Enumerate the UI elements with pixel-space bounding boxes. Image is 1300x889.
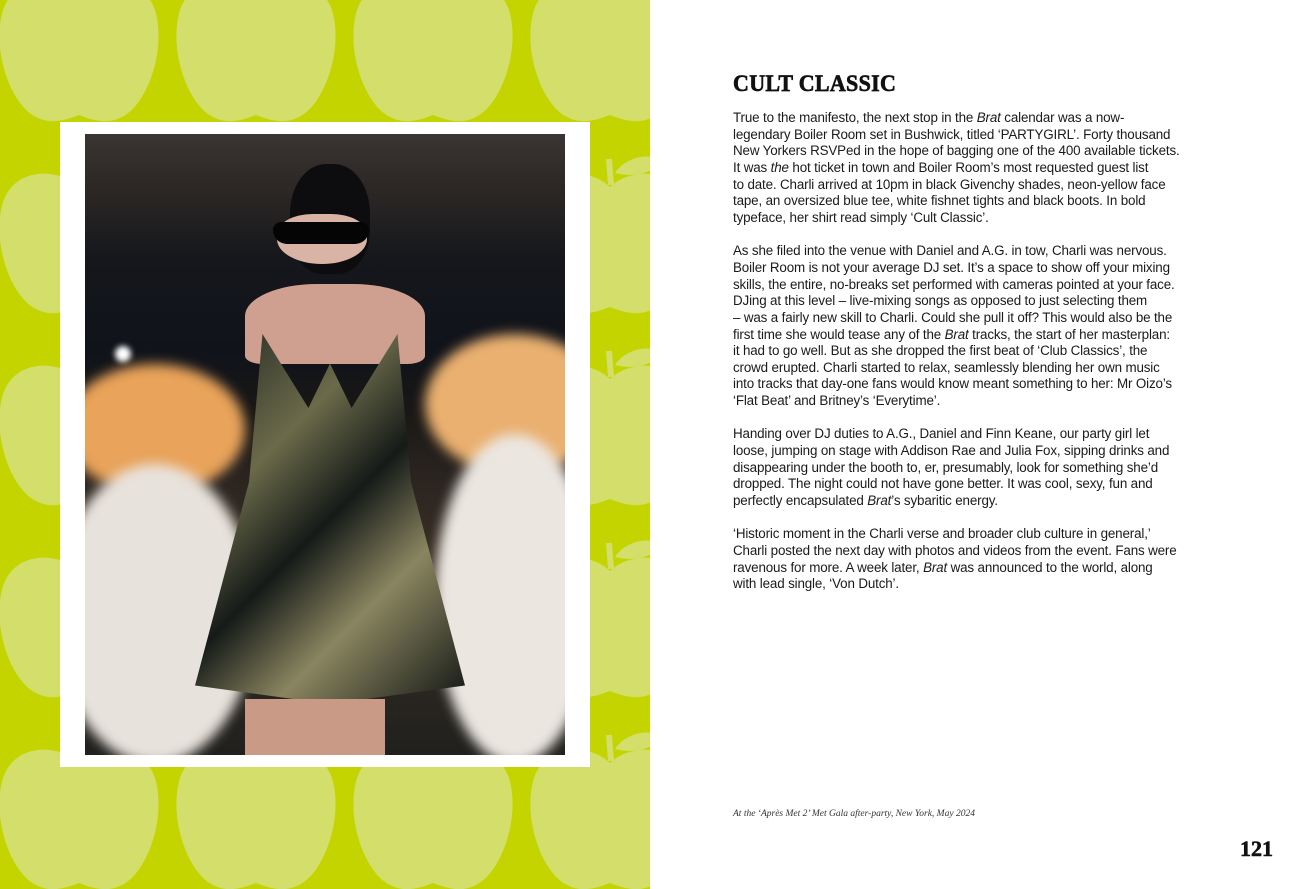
text-line bbox=[733, 426, 1180, 443]
text-segment: As she filed into the venue with Daniel and A.G. in tow, Charli was nervous. bbox=[733, 243, 1167, 259]
text-segment: into tracks that day-one fans would know meant something to her: Mr Oizo’s bbox=[733, 376, 1172, 392]
text-segment: calendar was a now- bbox=[1000, 110, 1125, 125]
text-segment: with lead single, ‘Von Dutch’. bbox=[733, 576, 899, 592]
text-segment: It was bbox=[733, 159, 771, 175]
text-line bbox=[733, 310, 1180, 327]
text-segment: Charli posted the next day with photos and videos from the event. Fans were bbox=[733, 543, 1177, 559]
text-line bbox=[733, 360, 1180, 377]
photo bbox=[85, 134, 565, 755]
photo-caption: At the ‘Après Met 2’ Met Gala after-party, New York, May 2024 bbox=[733, 809, 975, 819]
text-segment: legendary Boiler Room set in Bushwick, titled ‘PARTYGIRL’. Forty thousand bbox=[733, 126, 1171, 142]
right-page bbox=[650, 0, 1300, 889]
text-line bbox=[733, 177, 1180, 194]
text-line bbox=[733, 443, 1180, 460]
text-segment: to date. Charli arrived at 10pm in black Givenchy shades, neon-yellow face bbox=[733, 176, 1166, 192]
text-line bbox=[733, 193, 1180, 210]
text-line bbox=[733, 393, 1180, 410]
text-line bbox=[733, 376, 1180, 393]
text-segment: dropped. The night could not have gone better. It was cool, sexy, fun and bbox=[733, 476, 1153, 492]
text-line bbox=[733, 343, 1180, 360]
text-segment: – was a fairly new skill to Charli. Could she pull it off? This would also be the bbox=[733, 309, 1173, 325]
text-segment: perfectly encapsulated bbox=[733, 493, 868, 509]
photo-frame bbox=[60, 122, 590, 767]
text-segment: typeface, her shirt read simply ‘Cult Classic’. bbox=[733, 209, 989, 225]
text-segment: crowd erupted. Charli started to relax, seamlessly blending her own music bbox=[733, 359, 1160, 375]
text-segment: tape, an oversized blue tee, white fishnet tights and black boots. In bold bbox=[733, 193, 1146, 209]
text-line bbox=[733, 576, 1180, 593]
italic-text: Brat bbox=[923, 559, 948, 575]
text-line bbox=[733, 243, 1180, 260]
text-line bbox=[733, 543, 1180, 560]
article-body bbox=[733, 110, 1180, 610]
text-segment: Handing over DJ duties to A.G., Daniel and Finn Keane, our party girl let bbox=[733, 426, 1150, 442]
italic-text: Brat bbox=[944, 326, 969, 342]
text-segment: Boiler Room is not your average DJ set. It’s a space to show off your mixing bbox=[733, 259, 1170, 275]
text-line bbox=[733, 110, 1180, 127]
text-line bbox=[733, 493, 1180, 510]
paragraph bbox=[733, 110, 1180, 227]
italic-text: Brat bbox=[867, 493, 892, 509]
article-heading: CULT CLASSIC bbox=[733, 70, 897, 97]
paragraph bbox=[733, 526, 1180, 593]
text-line bbox=[733, 260, 1180, 277]
paragraph bbox=[733, 243, 1180, 410]
text-segment: ’s sybaritic energy. bbox=[891, 493, 998, 509]
text-segment: loose, jumping on stage with Addison Rae and Julia Fox, sipping drinks and bbox=[733, 443, 1170, 459]
text-segment: DJing at this level – live-mixing songs as opposed to just selecting them bbox=[733, 293, 1148, 309]
text-line bbox=[733, 210, 1180, 227]
italic-text: Brat bbox=[976, 110, 1001, 125]
italic-text: the bbox=[770, 159, 789, 175]
text-segment: ‘Historic moment in the Charli verse and broader club culture in general,’ bbox=[733, 526, 1151, 542]
page-number: 121 bbox=[1240, 836, 1273, 861]
text-segment: True to the manifesto, the next stop in the bbox=[733, 110, 977, 125]
text-line bbox=[733, 460, 1180, 477]
text-line bbox=[733, 160, 1180, 177]
text-segment: hot ticket in town and Boiler Room’s most requested guest list bbox=[788, 159, 1149, 175]
text-segment: ravenous for more. A week later, bbox=[733, 559, 924, 575]
text-segment: skills, the entire, no-breaks set performed with cameras pointed at your face. bbox=[733, 276, 1175, 292]
text-segment: ‘Flat Beat’ and Britney’s ‘Everytime’. bbox=[733, 393, 941, 409]
text-segment: disappearing under the booth to, er, presumably, look for something she’d bbox=[733, 459, 1159, 475]
text-segment: first time she would tease any of the bbox=[733, 326, 945, 342]
text-line bbox=[733, 526, 1180, 543]
text-segment: it had to go well. But as she dropped the first beat of ‘Club Classics’, the bbox=[733, 343, 1148, 359]
text-line bbox=[733, 277, 1180, 294]
paragraph bbox=[733, 426, 1180, 509]
text-line bbox=[733, 143, 1180, 160]
text-line bbox=[733, 327, 1180, 344]
text-line bbox=[733, 293, 1180, 310]
text-line bbox=[733, 560, 1180, 577]
text-segment: was announced to the world, along bbox=[947, 559, 1153, 575]
text-segment: New Yorkers RSVPed in the hope of bagging one of the 400 available tickets. bbox=[733, 143, 1180, 159]
text-segment: tracks, the start of her masterplan: bbox=[968, 326, 1170, 342]
text-line bbox=[733, 127, 1180, 144]
text-line bbox=[733, 476, 1180, 493]
